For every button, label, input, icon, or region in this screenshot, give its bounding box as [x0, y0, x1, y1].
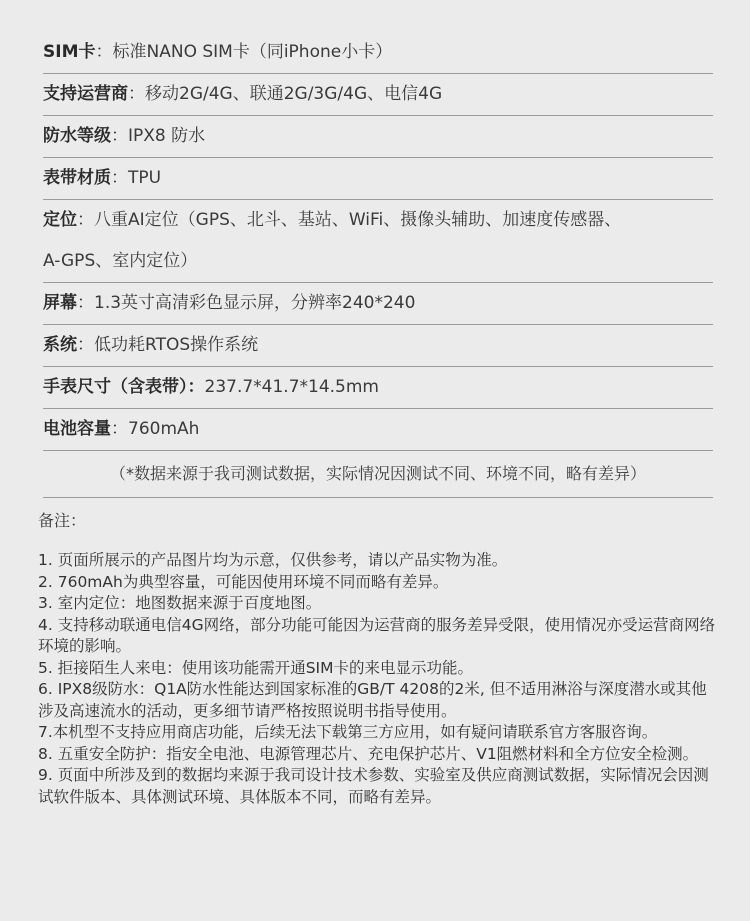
spec-label: 防水等级: [43, 126, 111, 146]
spec-label: 系统: [43, 335, 77, 355]
spec-row-sim: [43, 32, 713, 74]
remark-item: 5. 拒接陌生人来电：使用该功能需开通SIM卡的来电显示功能。: [38, 658, 474, 677]
spec-value: ：标准NANO SIM卡（同iPhone小卡）: [95, 42, 393, 62]
spec-value-continued: A-GPS、室内定位）: [43, 251, 198, 271]
spec-label: 支持运营商: [43, 84, 128, 104]
spec-label: 屏幕: [43, 293, 77, 313]
remark-item: 8. 五重安全防护：指安全电池、电源管理芯片、充电保护芯片、V1阻燃材料和全方位安全检测。: [38, 744, 699, 763]
remark-item: 3. 室内定位：地图数据来源于百度地图。: [38, 594, 322, 612]
data-source-note: （*数据来源于我司测试数据，实际情况因测试不同、环境不同，略有差异）: [43, 451, 713, 498]
spec-label: 手表尺寸（含表带）：: [43, 377, 205, 397]
remark-item: 1. 页面所展示的产品图片均为示意，仅供参考，请以产品实物为准。: [38, 551, 508, 569]
remark-item: 7.本机型不支持应用商店功能，后续无法下载第三方应用，如有疑问请联系官方客服咨询。: [38, 723, 658, 741]
spec-row-strap: [43, 158, 713, 200]
spec-value: ：TPU: [111, 168, 162, 188]
spec-value: ：八重AI定位（GPS、北斗、基站、WiFi、摄像头辅助、加速度传感器、: [77, 210, 622, 230]
spec-row-battery: [43, 409, 713, 451]
remark-item: 6. IPX8级防水：Q1A防水性能达到国家标准的GB/T 4208的2米, 但不适用淋浴与深度潜水或其他涉及高速流水的活动，更多细节请严格按照说明书指导使用。: [38, 680, 707, 720]
remarks-title: 备注：: [38, 511, 87, 530]
spec-value: ：IPX8 防水: [111, 126, 206, 146]
spec-label: 定位: [43, 210, 77, 230]
spec-value: ：低功耗RTOS操作系统: [77, 335, 259, 355]
remark-item: 4. 支持移动联通电信4G网络，部分功能可能因为运营商的服务差异受限，使用情况亦受运营商网络环境的影响。: [38, 615, 716, 655]
remarks-section: [38, 506, 718, 808]
spec-label: 表带材质: [43, 168, 111, 188]
remark-item: 9. 页面中所涉及到的数据均来源于我司设计技术参数、实验室及供应商测试数据，实际情况会因测试软件版本、具体测试环境、具体版本不同，而略有差异。: [38, 766, 709, 806]
spec-value: 237.7*41.7*14.5mm: [204, 377, 379, 397]
spec-row-system: [43, 325, 713, 367]
spec-value: ：760mAh: [111, 419, 200, 439]
spec-row-screen: [43, 283, 713, 325]
spec-table: [43, 32, 713, 498]
spec-label: 电池容量: [43, 419, 111, 439]
spec-line: [43, 200, 713, 241]
remark-item: 2. 760mAh为典型容量，可能因使用环境不同而略有差异。: [38, 572, 449, 591]
spec-row-waterproof: [43, 116, 713, 158]
spec-value: ：移动2G/4G、联通2G/3G/4G、电信4G: [128, 84, 443, 104]
spec-row-positioning: [43, 200, 713, 283]
spec-row-carrier: [43, 74, 713, 116]
spec-row-size: [43, 367, 713, 409]
spec-value: ：1.3英寸高清彩色显示屏，分辨率240*240: [77, 293, 416, 313]
spec-label: SIM卡: [43, 42, 96, 62]
